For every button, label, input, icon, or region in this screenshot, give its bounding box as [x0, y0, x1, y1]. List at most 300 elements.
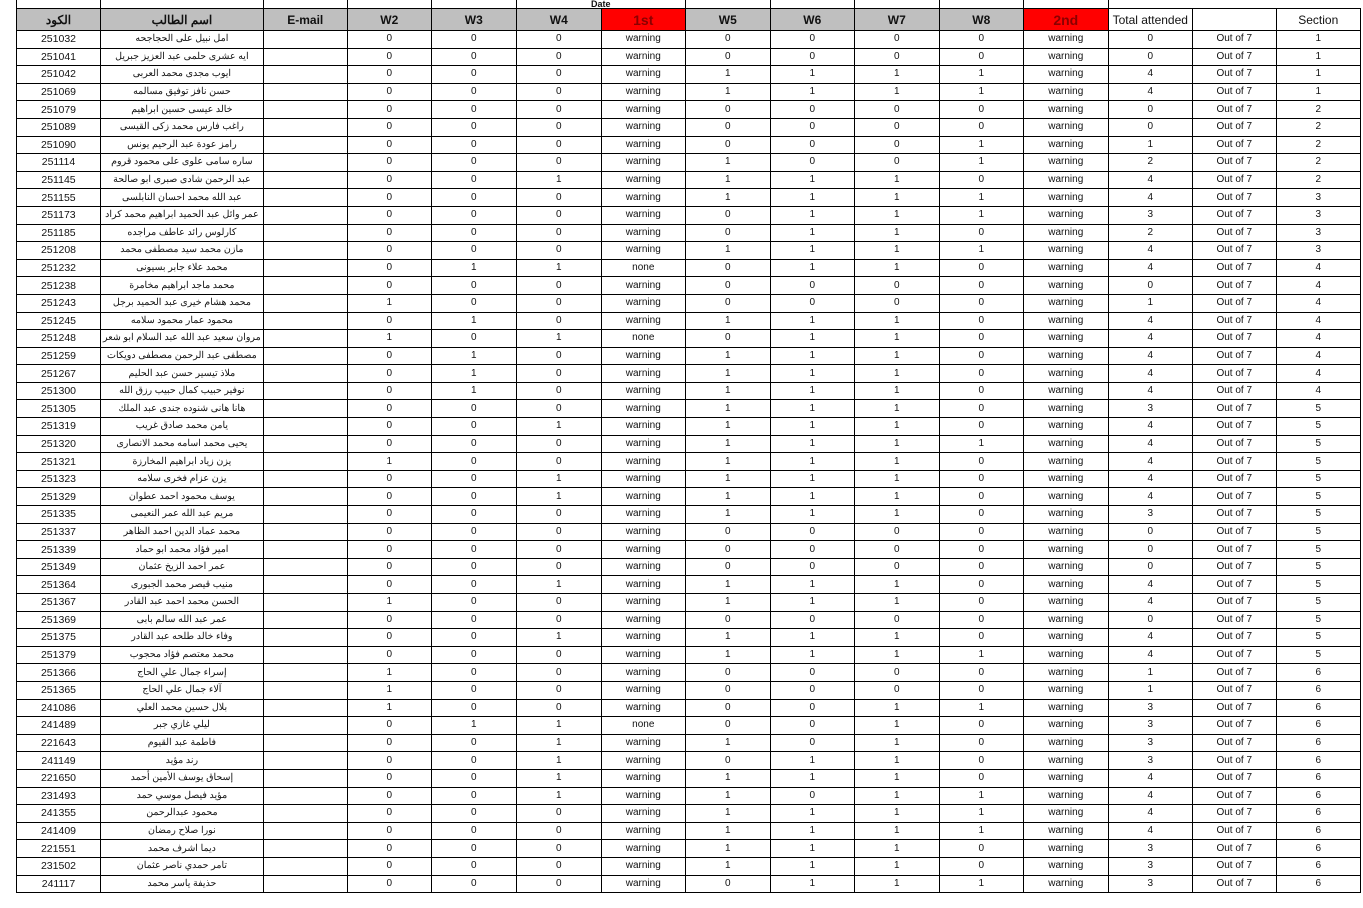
cell-section[interactable]: 5: [1276, 400, 1360, 418]
cell-w5[interactable]: 1: [685, 66, 770, 84]
cell-section[interactable]: 5: [1276, 523, 1360, 541]
cell-name[interactable]: حسن نافز توفيق مسالمه: [101, 83, 264, 101]
cell-section[interactable]: 5: [1276, 576, 1360, 594]
cell-w3[interactable]: 0: [431, 136, 516, 154]
cell-name[interactable]: نوفير حبيب كمال حبيب رزق الله: [101, 382, 264, 400]
cell-w7[interactable]: 0: [854, 101, 939, 119]
cell-w6[interactable]: 0: [770, 681, 854, 699]
cell-section[interactable]: 4: [1276, 382, 1360, 400]
cell-code[interactable]: 251245: [17, 312, 101, 330]
cell-second[interactable]: warning: [1023, 418, 1108, 436]
cell-w3[interactable]: 0: [431, 787, 516, 805]
cell-w6[interactable]: 1: [770, 242, 854, 260]
cell-w3[interactable]: 0: [431, 189, 516, 207]
cell-name[interactable]: محمد ماجد ابراهيم مخامرة: [101, 277, 264, 295]
top-cell[interactable]: [770, 0, 854, 9]
cell-w5[interactable]: 1: [685, 840, 770, 858]
cell-out-of[interactable]: Out of 7: [1192, 611, 1276, 629]
cell-second[interactable]: warning: [1023, 664, 1108, 682]
cell-second[interactable]: warning: [1023, 101, 1108, 119]
cell-section[interactable]: 5: [1276, 594, 1360, 612]
cell-w2[interactable]: 0: [347, 646, 431, 664]
cell-name[interactable]: يحيى محمد اسامه محمد الانصارى: [101, 435, 264, 453]
cell-section[interactable]: 5: [1276, 435, 1360, 453]
cell-w3[interactable]: 0: [431, 664, 516, 682]
cell-w4[interactable]: 0: [516, 347, 601, 365]
cell-w4[interactable]: 0: [516, 822, 601, 840]
cell-w5[interactable]: 0: [685, 875, 770, 893]
cell-total[interactable]: 4: [1108, 435, 1192, 453]
top-cell[interactable]: [854, 0, 939, 9]
cell-w5[interactable]: 1: [685, 629, 770, 647]
cell-w8[interactable]: 0: [939, 330, 1023, 348]
cell-out-of[interactable]: Out of 7: [1192, 752, 1276, 770]
cell-first[interactable]: warning: [601, 101, 685, 119]
cell-w3[interactable]: 0: [431, 840, 516, 858]
cell-second[interactable]: warning: [1023, 277, 1108, 295]
cell-w8[interactable]: 0: [939, 664, 1023, 682]
cell-w7[interactable]: 0: [854, 611, 939, 629]
cell-name[interactable]: عمر احمد الزيخ عثمان: [101, 558, 264, 576]
cell-w3[interactable]: 0: [431, 101, 516, 119]
cell-out-of[interactable]: Out of 7: [1192, 664, 1276, 682]
cell-w5[interactable]: 1: [685, 470, 770, 488]
cell-email[interactable]: [263, 118, 347, 136]
cell-second[interactable]: warning: [1023, 822, 1108, 840]
cell-total[interactable]: 0: [1108, 31, 1192, 49]
cell-w5[interactable]: 1: [685, 506, 770, 524]
cell-name[interactable]: امل نبيل على الحجاجحه: [101, 31, 264, 49]
cell-section[interactable]: 6: [1276, 805, 1360, 823]
cell-w3[interactable]: 1: [431, 312, 516, 330]
cell-first[interactable]: warning: [601, 840, 685, 858]
cell-section[interactable]: 6: [1276, 840, 1360, 858]
cell-w5[interactable]: 1: [685, 347, 770, 365]
cell-w3[interactable]: 0: [431, 294, 516, 312]
cell-name[interactable]: آلاء جمال علي الحاج: [101, 681, 264, 699]
cell-email[interactable]: [263, 752, 347, 770]
cell-w7[interactable]: 1: [854, 717, 939, 735]
cell-name[interactable]: تامر حمدي ناصر عثمان: [101, 857, 264, 875]
cell-w5[interactable]: 1: [685, 154, 770, 172]
cell-w2[interactable]: 0: [347, 312, 431, 330]
cell-code[interactable]: 251335: [17, 506, 101, 524]
cell-first[interactable]: warning: [601, 453, 685, 471]
cell-code[interactable]: 251173: [17, 206, 101, 224]
cell-first[interactable]: warning: [601, 66, 685, 84]
cell-email[interactable]: [263, 365, 347, 383]
top-cell[interactable]: [263, 0, 347, 9]
cell-total[interactable]: 4: [1108, 629, 1192, 647]
cell-w7[interactable]: 1: [854, 629, 939, 647]
cell-out-of[interactable]: Out of 7: [1192, 541, 1276, 559]
cell-w4[interactable]: 0: [516, 382, 601, 400]
cell-code[interactable]: 221551: [17, 840, 101, 858]
cell-w6[interactable]: 1: [770, 435, 854, 453]
cell-section[interactable]: 3: [1276, 189, 1360, 207]
cell-w2[interactable]: 0: [347, 418, 431, 436]
top-cell[interactable]: [101, 0, 264, 9]
cell-total[interactable]: 1: [1108, 681, 1192, 699]
cell-email[interactable]: [263, 734, 347, 752]
cell-total[interactable]: 3: [1108, 875, 1192, 893]
cell-total[interactable]: 2: [1108, 224, 1192, 242]
cell-code[interactable]: 251267: [17, 365, 101, 383]
cell-out-of[interactable]: Out of 7: [1192, 576, 1276, 594]
cell-out-of[interactable]: Out of 7: [1192, 259, 1276, 277]
cell-w4[interactable]: 0: [516, 646, 601, 664]
cell-w6[interactable]: 0: [770, 611, 854, 629]
cell-w8[interactable]: 1: [939, 875, 1023, 893]
cell-w4[interactable]: 0: [516, 206, 601, 224]
cell-name[interactable]: مروان سعيد عبد الله عبد السلام ابو شعر: [101, 330, 264, 348]
cell-second[interactable]: warning: [1023, 118, 1108, 136]
cell-name[interactable]: حذيفة ياسر محمد: [101, 875, 264, 893]
cell-total[interactable]: 0: [1108, 48, 1192, 66]
cell-first[interactable]: warning: [601, 382, 685, 400]
cell-name[interactable]: مريم عبد الله عمر النعيمى: [101, 506, 264, 524]
cell-first[interactable]: warning: [601, 154, 685, 172]
cell-first[interactable]: warning: [601, 435, 685, 453]
cell-w5[interactable]: 0: [685, 31, 770, 49]
cell-w2[interactable]: 0: [347, 154, 431, 172]
cell-w4[interactable]: 1: [516, 717, 601, 735]
date-label[interactable]: Date: [516, 0, 685, 9]
cell-w8[interactable]: 0: [939, 31, 1023, 49]
top-cell[interactable]: [939, 0, 1023, 9]
cell-email[interactable]: [263, 664, 347, 682]
cell-w7[interactable]: 1: [854, 488, 939, 506]
cell-w4[interactable]: 1: [516, 418, 601, 436]
cell-first[interactable]: warning: [601, 365, 685, 383]
cell-email[interactable]: [263, 805, 347, 823]
header-w8[interactable]: W8: [939, 9, 1023, 31]
cell-w6[interactable]: 1: [770, 840, 854, 858]
cell-code[interactable]: 251321: [17, 453, 101, 471]
cell-w8[interactable]: 1: [939, 83, 1023, 101]
cell-w3[interactable]: 1: [431, 365, 516, 383]
cell-first[interactable]: warning: [601, 646, 685, 664]
cell-w5[interactable]: 1: [685, 312, 770, 330]
cell-w7[interactable]: 1: [854, 875, 939, 893]
cell-out-of[interactable]: Out of 7: [1192, 382, 1276, 400]
cell-w6[interactable]: 1: [770, 594, 854, 612]
cell-code[interactable]: 241149: [17, 752, 101, 770]
cell-out-of[interactable]: Out of 7: [1192, 171, 1276, 189]
cell-w6[interactable]: 1: [770, 365, 854, 383]
cell-name[interactable]: رامز عودة عبد الرحيم يونس: [101, 136, 264, 154]
cell-first[interactable]: warning: [601, 769, 685, 787]
cell-name[interactable]: مؤيد فيصل موسي حمد: [101, 787, 264, 805]
top-cell[interactable]: [685, 0, 770, 9]
cell-w5[interactable]: 0: [685, 206, 770, 224]
cell-first[interactable]: warning: [601, 822, 685, 840]
cell-first[interactable]: warning: [601, 118, 685, 136]
cell-w8[interactable]: 0: [939, 312, 1023, 330]
cell-second[interactable]: warning: [1023, 382, 1108, 400]
cell-w3[interactable]: 0: [431, 66, 516, 84]
cell-w8[interactable]: 0: [939, 769, 1023, 787]
cell-name[interactable]: مصطفى عبد الرحمن مصطفى دويكات: [101, 347, 264, 365]
cell-out-of[interactable]: Out of 7: [1192, 646, 1276, 664]
cell-second[interactable]: warning: [1023, 83, 1108, 101]
cell-w4[interactable]: 1: [516, 171, 601, 189]
cell-w8[interactable]: 0: [939, 558, 1023, 576]
cell-name[interactable]: رند مؤيد: [101, 752, 264, 770]
cell-first[interactable]: warning: [601, 312, 685, 330]
cell-total[interactable]: 4: [1108, 418, 1192, 436]
cell-name[interactable]: كارلوس رائد عاطف مراجده: [101, 224, 264, 242]
cell-w8[interactable]: 0: [939, 629, 1023, 647]
cell-out-of[interactable]: Out of 7: [1192, 154, 1276, 172]
cell-first[interactable]: warning: [601, 136, 685, 154]
cell-section[interactable]: 5: [1276, 629, 1360, 647]
cell-first[interactable]: warning: [601, 523, 685, 541]
cell-name[interactable]: مازن محمد سيد مصطفى محمد: [101, 242, 264, 260]
cell-total[interactable]: 4: [1108, 259, 1192, 277]
cell-code[interactable]: 251232: [17, 259, 101, 277]
cell-email[interactable]: [263, 594, 347, 612]
cell-out-of[interactable]: Out of 7: [1192, 435, 1276, 453]
cell-code[interactable]: 251367: [17, 594, 101, 612]
cell-name[interactable]: هانا هانى شنوده جندى عبد الملك: [101, 400, 264, 418]
cell-first[interactable]: warning: [601, 418, 685, 436]
cell-w4[interactable]: 0: [516, 699, 601, 717]
cell-w3[interactable]: 0: [431, 453, 516, 471]
cell-out-of[interactable]: Out of 7: [1192, 312, 1276, 330]
cell-first[interactable]: warning: [601, 31, 685, 49]
top-cell[interactable]: [1023, 0, 1108, 9]
cell-email[interactable]: [263, 294, 347, 312]
cell-name[interactable]: عبد الرحمن شادى صبرى ابو صالحة: [101, 171, 264, 189]
cell-w7[interactable]: 0: [854, 118, 939, 136]
cell-email[interactable]: [263, 171, 347, 189]
cell-name[interactable]: ايوب مجدى محمد العربى: [101, 66, 264, 84]
cell-section[interactable]: 2: [1276, 154, 1360, 172]
cell-w6[interactable]: 0: [770, 523, 854, 541]
cell-total[interactable]: 4: [1108, 365, 1192, 383]
cell-w4[interactable]: 0: [516, 136, 601, 154]
cell-out-of[interactable]: Out of 7: [1192, 558, 1276, 576]
cell-w6[interactable]: 1: [770, 66, 854, 84]
cell-code[interactable]: 251323: [17, 470, 101, 488]
cell-total[interactable]: 3: [1108, 506, 1192, 524]
cell-email[interactable]: [263, 699, 347, 717]
top-cell[interactable]: [1276, 0, 1360, 9]
cell-email[interactable]: [263, 83, 347, 101]
cell-email[interactable]: [263, 857, 347, 875]
cell-out-of[interactable]: Out of 7: [1192, 277, 1276, 295]
cell-w3[interactable]: 1: [431, 717, 516, 735]
cell-total[interactable]: 0: [1108, 277, 1192, 295]
cell-w2[interactable]: 0: [347, 523, 431, 541]
cell-w6[interactable]: 0: [770, 558, 854, 576]
cell-second[interactable]: warning: [1023, 347, 1108, 365]
cell-w5[interactable]: 1: [685, 646, 770, 664]
cell-w7[interactable]: 0: [854, 541, 939, 559]
cell-section[interactable]: 4: [1276, 347, 1360, 365]
cell-section[interactable]: 4: [1276, 330, 1360, 348]
cell-w8[interactable]: 1: [939, 805, 1023, 823]
cell-first[interactable]: warning: [601, 576, 685, 594]
cell-code[interactable]: 251079: [17, 101, 101, 119]
cell-w7[interactable]: 1: [854, 752, 939, 770]
cell-email[interactable]: [263, 822, 347, 840]
cell-w7[interactable]: 0: [854, 558, 939, 576]
cell-second[interactable]: warning: [1023, 629, 1108, 647]
cell-w4[interactable]: 0: [516, 224, 601, 242]
cell-name[interactable]: عبد الله محمد احسان النابلسى: [101, 189, 264, 207]
cell-name[interactable]: الحسن محمد احمد عبد القادر: [101, 594, 264, 612]
cell-first[interactable]: warning: [601, 594, 685, 612]
cell-total[interactable]: 1: [1108, 136, 1192, 154]
cell-w5[interactable]: 0: [685, 699, 770, 717]
cell-w8[interactable]: 1: [939, 154, 1023, 172]
cell-w2[interactable]: 0: [347, 787, 431, 805]
cell-second[interactable]: warning: [1023, 31, 1108, 49]
cell-code[interactable]: 251185: [17, 224, 101, 242]
cell-first[interactable]: warning: [601, 48, 685, 66]
cell-w6[interactable]: 1: [770, 822, 854, 840]
cell-w8[interactable]: 1: [939, 435, 1023, 453]
cell-email[interactable]: [263, 875, 347, 893]
cell-w3[interactable]: 0: [431, 506, 516, 524]
cell-total[interactable]: 4: [1108, 453, 1192, 471]
cell-email[interactable]: [263, 31, 347, 49]
cell-w3[interactable]: 0: [431, 681, 516, 699]
header-email[interactable]: E-mail: [263, 9, 347, 31]
cell-total[interactable]: 0: [1108, 523, 1192, 541]
cell-section[interactable]: 2: [1276, 101, 1360, 119]
cell-w4[interactable]: 1: [516, 787, 601, 805]
top-cell[interactable]: [431, 0, 516, 9]
cell-email[interactable]: [263, 400, 347, 418]
cell-w4[interactable]: 0: [516, 154, 601, 172]
cell-section[interactable]: 6: [1276, 875, 1360, 893]
cell-w2[interactable]: 0: [347, 435, 431, 453]
cell-total[interactable]: 4: [1108, 242, 1192, 260]
cell-w8[interactable]: 0: [939, 118, 1023, 136]
cell-name[interactable]: بلال حسين محمد العلي: [101, 699, 264, 717]
cell-out-of[interactable]: Out of 7: [1192, 294, 1276, 312]
cell-out-of[interactable]: Out of 7: [1192, 822, 1276, 840]
cell-first[interactable]: warning: [601, 699, 685, 717]
cell-w3[interactable]: 0: [431, 699, 516, 717]
cell-w7[interactable]: 0: [854, 294, 939, 312]
cell-email[interactable]: [263, 769, 347, 787]
cell-out-of[interactable]: Out of 7: [1192, 224, 1276, 242]
cell-section[interactable]: 4: [1276, 312, 1360, 330]
cell-w2[interactable]: 0: [347, 840, 431, 858]
cell-name[interactable]: فاطمة عبد القيوم: [101, 734, 264, 752]
cell-total[interactable]: 3: [1108, 206, 1192, 224]
cell-total[interactable]: 3: [1108, 857, 1192, 875]
cell-w6[interactable]: 1: [770, 259, 854, 277]
cell-w3[interactable]: 0: [431, 769, 516, 787]
cell-name[interactable]: محمود عمار محمود سلامه: [101, 312, 264, 330]
cell-section[interactable]: 1: [1276, 66, 1360, 84]
cell-name[interactable]: راغب فارس محمد زكى القيسى: [101, 118, 264, 136]
cell-section[interactable]: 6: [1276, 752, 1360, 770]
cell-second[interactable]: warning: [1023, 224, 1108, 242]
cell-w7[interactable]: 1: [854, 594, 939, 612]
cell-w3[interactable]: 0: [431, 594, 516, 612]
cell-name[interactable]: عمر وائل عبد الحميد ابراهيم محمد كراد: [101, 206, 264, 224]
cell-section[interactable]: 1: [1276, 83, 1360, 101]
cell-w8[interactable]: 1: [939, 206, 1023, 224]
cell-email[interactable]: [263, 470, 347, 488]
cell-w8[interactable]: 0: [939, 470, 1023, 488]
cell-out-of[interactable]: Out of 7: [1192, 488, 1276, 506]
cell-w5[interactable]: 0: [685, 48, 770, 66]
cell-out-of[interactable]: Out of 7: [1192, 594, 1276, 612]
cell-total[interactable]: 4: [1108, 171, 1192, 189]
cell-w7[interactable]: 1: [854, 382, 939, 400]
cell-code[interactable]: 251042: [17, 66, 101, 84]
cell-code[interactable]: 251069: [17, 83, 101, 101]
cell-w8[interactable]: 1: [939, 646, 1023, 664]
cell-second[interactable]: warning: [1023, 242, 1108, 260]
cell-w3[interactable]: 0: [431, 541, 516, 559]
cell-w8[interactable]: 0: [939, 294, 1023, 312]
cell-first[interactable]: warning: [601, 857, 685, 875]
cell-code[interactable]: 221650: [17, 769, 101, 787]
cell-w5[interactable]: 1: [685, 189, 770, 207]
cell-total[interactable]: 3: [1108, 699, 1192, 717]
cell-second[interactable]: warning: [1023, 294, 1108, 312]
cell-name[interactable]: امير فؤاد محمد ابو حماد: [101, 541, 264, 559]
cell-w7[interactable]: 1: [854, 83, 939, 101]
cell-w4[interactable]: 0: [516, 242, 601, 260]
cell-out-of[interactable]: Out of 7: [1192, 875, 1276, 893]
cell-first[interactable]: warning: [601, 805, 685, 823]
cell-w4[interactable]: 0: [516, 506, 601, 524]
cell-w7[interactable]: 1: [854, 840, 939, 858]
cell-w7[interactable]: 0: [854, 154, 939, 172]
cell-first[interactable]: warning: [601, 787, 685, 805]
cell-second[interactable]: warning: [1023, 154, 1108, 172]
cell-w2[interactable]: 0: [347, 857, 431, 875]
cell-w8[interactable]: 0: [939, 171, 1023, 189]
cell-w6[interactable]: 0: [770, 118, 854, 136]
cell-w3[interactable]: 0: [431, 435, 516, 453]
cell-w3[interactable]: 0: [431, 330, 516, 348]
cell-w4[interactable]: 0: [516, 435, 601, 453]
cell-w7[interactable]: 0: [854, 681, 939, 699]
cell-w2[interactable]: 0: [347, 31, 431, 49]
cell-w4[interactable]: 1: [516, 330, 601, 348]
cell-w5[interactable]: 1: [685, 787, 770, 805]
cell-total[interactable]: 4: [1108, 488, 1192, 506]
cell-email[interactable]: [263, 312, 347, 330]
cell-w2[interactable]: 0: [347, 822, 431, 840]
cell-w7[interactable]: 1: [854, 347, 939, 365]
cell-w7[interactable]: 1: [854, 224, 939, 242]
cell-code[interactable]: 251145: [17, 171, 101, 189]
cell-w3[interactable]: 0: [431, 629, 516, 647]
cell-w7[interactable]: 1: [854, 206, 939, 224]
cell-out-of[interactable]: Out of 7: [1192, 734, 1276, 752]
cell-w5[interactable]: 1: [685, 382, 770, 400]
cell-code[interactable]: 251369: [17, 611, 101, 629]
cell-out-of[interactable]: Out of 7: [1192, 66, 1276, 84]
cell-code[interactable]: 251305: [17, 400, 101, 418]
cell-second[interactable]: warning: [1023, 769, 1108, 787]
cell-w3[interactable]: 0: [431, 611, 516, 629]
cell-total[interactable]: 4: [1108, 769, 1192, 787]
cell-email[interactable]: [263, 435, 347, 453]
cell-w8[interactable]: 0: [939, 365, 1023, 383]
